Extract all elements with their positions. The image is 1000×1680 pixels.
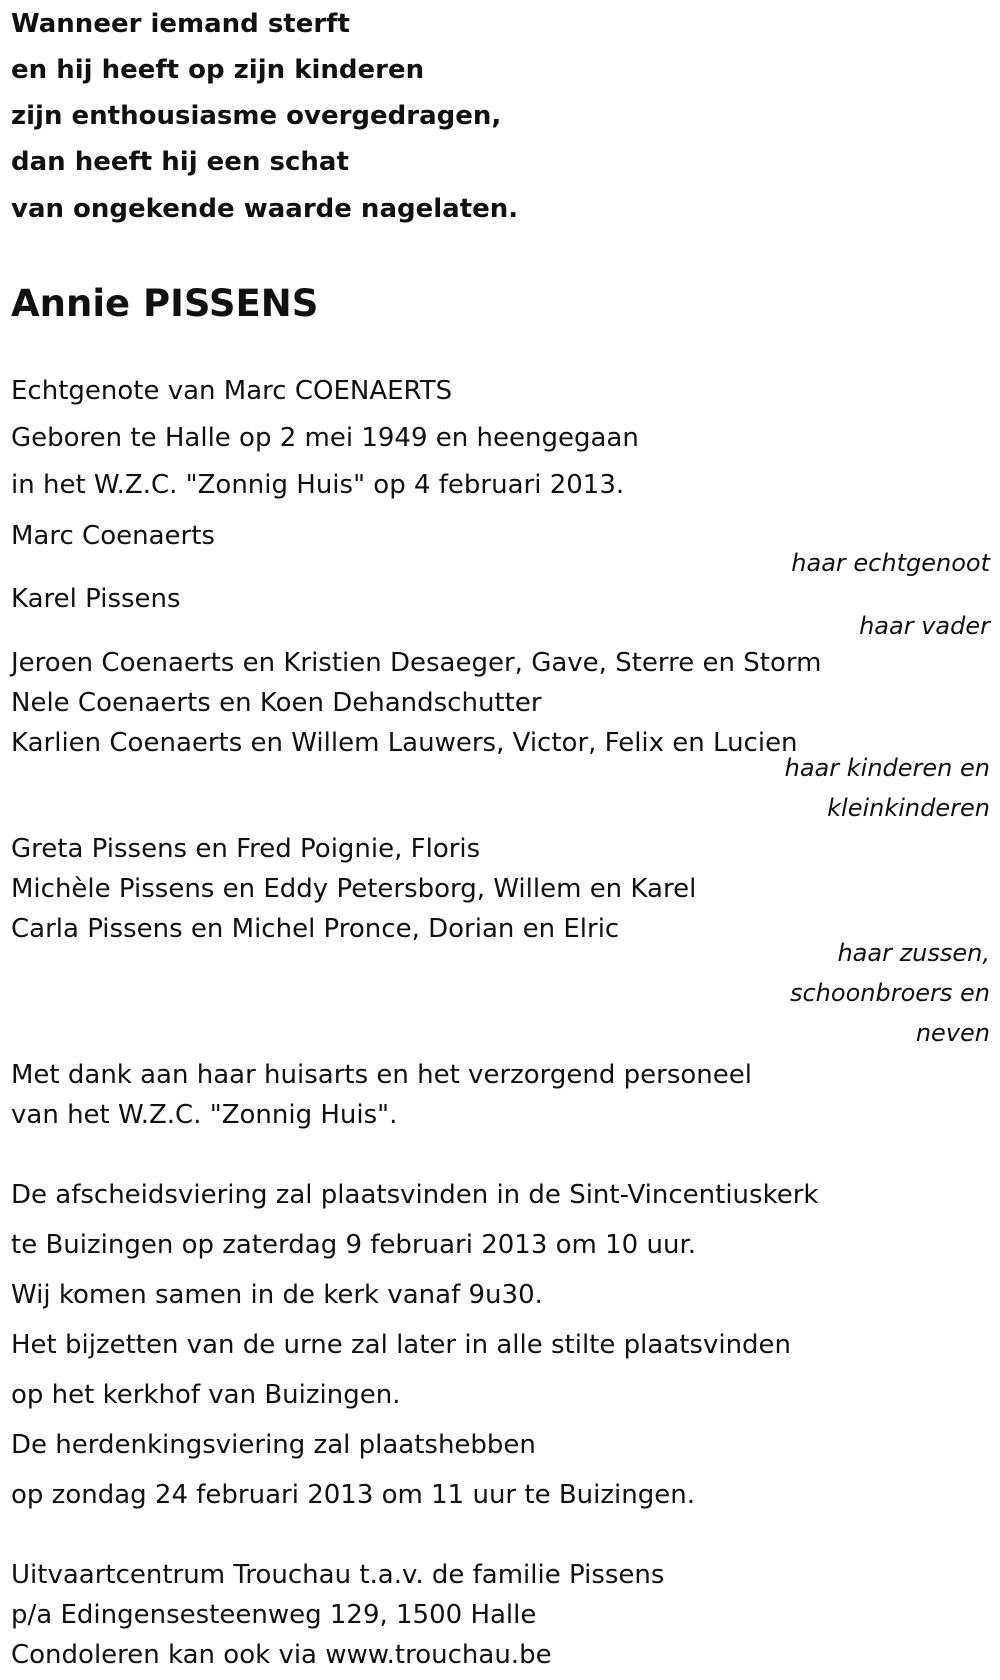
intro-line: Geboren te Halle op 2 mei 1949 en heengegaan bbox=[11, 423, 639, 453]
contact-line: Condoleren kan ook via www.trouchau.be bbox=[11, 1640, 552, 1670]
relation-label: kleinkinderen bbox=[827, 794, 990, 822]
family-member: Jeroen Coenaerts en Kristien Desaeger, Gave, Sterre en Storm bbox=[11, 648, 822, 678]
family-member: Karlien Coenaerts en Willem Lauwers, Victor, Felix en Lucien bbox=[11, 728, 798, 758]
poem-line: dan heeft hij een schat bbox=[11, 147, 349, 177]
ceremony-line: De herdenkingsviering zal plaatshebben bbox=[11, 1430, 536, 1460]
relation-label: haar zussen, bbox=[837, 939, 990, 967]
thanks-line: Met dank aan haar huisarts en het verzorgend personeel bbox=[11, 1060, 752, 1090]
ceremony-line: op het kerkhof van Buizingen. bbox=[11, 1380, 401, 1410]
family-member: Greta Pissens en Fred Poignie, Floris bbox=[11, 834, 481, 864]
poem-line: zijn enthousiasme overgedragen, bbox=[11, 101, 502, 131]
relation-label: haar vader bbox=[859, 612, 990, 640]
ceremony-line: De afscheidsviering zal plaatsvinden in de Sint-Vincentiuskerk bbox=[11, 1180, 819, 1210]
family-member: Karel Pissens bbox=[11, 584, 181, 614]
family-member: Carla Pissens en Michel Pronce, Dorian en Elric bbox=[11, 914, 620, 944]
relation-label: schoonbroers en bbox=[789, 979, 990, 1007]
poem-line: Wanneer iemand sterft bbox=[11, 9, 350, 39]
family-member: Nele Coenaerts en Koen Dehandschutter bbox=[11, 688, 542, 718]
relation-label: haar echtgenoot bbox=[791, 549, 990, 577]
intro-line: Echtgenote van Marc COENAERTS bbox=[11, 376, 453, 406]
ceremony-line: te Buizingen op zaterdag 9 februari 2013 om 10 uur. bbox=[11, 1230, 697, 1260]
contact-line: Uitvaartcentrum Trouchau t.a.v. de familie Pissens bbox=[11, 1560, 665, 1590]
deceased-name: Annie PISSENS bbox=[11, 282, 319, 325]
ceremony-line: Het bijzetten van de urne zal later in alle stilte plaatsvinden bbox=[11, 1330, 792, 1360]
poem-line: en hij heeft op zijn kinderen bbox=[11, 55, 425, 85]
relation-label: neven bbox=[915, 1019, 990, 1047]
contact-line: p/a Edingensesteenweg 129, 1500 Halle bbox=[11, 1600, 537, 1630]
intro-line: in het W.Z.C. "Zonnig Huis" op 4 februari 2013. bbox=[11, 470, 625, 500]
thanks-line: van het W.Z.C. "Zonnig Huis". bbox=[11, 1100, 398, 1130]
relation-label: haar kinderen en bbox=[784, 754, 990, 782]
family-member: Marc Coenaerts bbox=[11, 521, 215, 551]
ceremony-line: Wij komen samen in de kerk vanaf 9u30. bbox=[11, 1280, 543, 1310]
ceremony-line: op zondag 24 februari 2013 om 11 uur te Buizingen. bbox=[11, 1480, 695, 1510]
family-member: Michèle Pissens en Eddy Petersborg, Willem en Karel bbox=[11, 874, 697, 904]
poem-line: van ongekende waarde nagelaten. bbox=[11, 194, 519, 224]
